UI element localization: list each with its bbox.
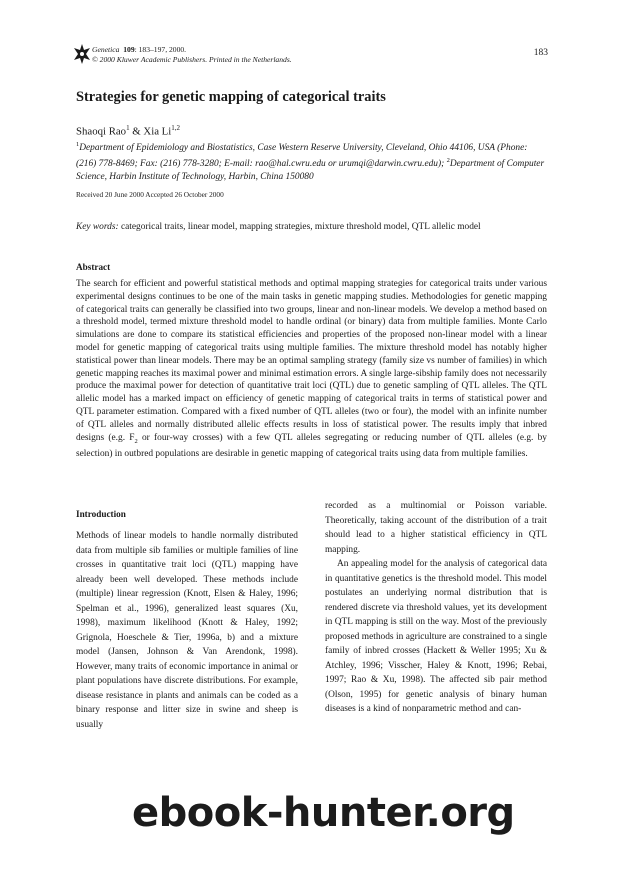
abstract-text: The search for efficient and powerful statistical methods and optimal mapping strategies for categorical traits under various experimental designs continues to be one of the main tasks in genetic mapping studies. Methodologies for genetic mapping of categorical traits can generally be classified into two groups, linear and non-linear models. We develop a method based on a threshold model, termed mixture threshold model to handle ordinal (or binary) data from multiple families. Monte Carlo simulations are done to compare its statistical efficiencies and properties of the proposed non-linear model with a linear model for genetic mapping of categorical traits using multiple families. The mixture threshold model has notably higher statistical power than linear models. There may be an optimal sampling strategy (family size vs number of families) in which genetic mapping reaches its maximal power and minimal estimation errors. A single large-sibship family does not necessarily produce the maximal power for detection of quantitative trait loci (QTL) due to genetic sampling of QTL alleles. The QTL allelic model has a marked impact on efficiency of genetic mapping of categorical traits in terms of statistical power and QTL parameter estimation. Compared with a fixed number of QTL alleles (two or four), the model with an infinite number of QTL alleles and normally distributed allelic effects results in loss of statistical power. The results imply that inbred designs (e.g. F <box>76 279 547 443</box>
abstract-text-cont: or four-way crosses) with a few QTL alleles segregating or reducing number of QTL alleles (e.g. by selection) in outbred populations are desirable in genetic mapping of categorical traits using data from multiple families. <box>76 432 547 460</box>
received-dates: Received 20 June 2000 Accepted 26 October 2000 <box>76 190 224 199</box>
keywords <box>76 222 481 232</box>
intro-paragraph-1: Methods of linear models to handle normally distributed data from multiple sib families or multiple families of line crosses in quantitative trait loci (QTL) mapping have already been well developed. These methods include (multiple) linear regression (Knott, Elsen & Haley, 1996; Spelman et al., 1996), generalized least squares (Xu, 1998), maximum likelihood (Knott & Haley, 1992; Grignola, Hoeschele & Tier, 1996a, b) and a mixture model (Jansen, Johnson & Van Arendonk, 1998). However, many traits of economic importance in animal or plant populations have discrete distributions. For example, disease resistance in plants and animals can be coded as a binary response and litter size in swine and sheep is usually <box>76 531 298 730</box>
affil-1-mark: 1 <box>76 141 80 148</box>
journal-pages: : 183–197, 2000. <box>134 45 187 54</box>
intro-paragraph-1-cont: recorded as a multinomial or Poisson variable. Theoretically, taking account of the distribution of a trait should lead to a higher statistical efficiency in QTL mapping. <box>325 501 547 555</box>
author-list <box>76 124 180 138</box>
intro-right-column <box>325 499 547 717</box>
affil-1-text: Department of Epidemiology and Biostatistics, Case Western Reserve University, Cleveland, Ohio 44106, USA (Phone: (216) 778-8469; Fax: (216) 778-3280; E-mail: rao@hal.cwru.edu or urumqi@darwin.cwru.edu); <box>76 143 528 170</box>
article-title: Strategies for genetic mapping of categorical traits <box>76 89 386 105</box>
affiliations <box>76 139 546 184</box>
keywords-text: categorical traits, linear model, mapping strategies, mixture threshold model, QTL allelic model <box>120 222 481 232</box>
affil-2-text: Department of Computer Science, Harbin Institute of Technology, Harbin, China 150080 <box>76 159 545 182</box>
abstract-subscript: 2 <box>134 437 138 445</box>
keywords-label: Key words: <box>76 222 119 232</box>
journal-copyright: © 2000 Kluwer Academic Publishers. Printed in the Netherlands. <box>92 54 292 64</box>
author-separator: & <box>129 125 144 138</box>
journal-volume: 109 <box>123 45 135 54</box>
journal-citation <box>92 45 292 64</box>
publisher-logo-icon <box>74 44 90 64</box>
watermark-text: ebook-hunter.org <box>132 790 515 836</box>
abstract-heading: Abstract <box>76 262 111 272</box>
intro-paragraph-2: An appealing model for the analysis of categorical data in quantitative genetics is the threshold model. This model postulates an underlying normal distribution that is rendered discrete via threshold values, yet its development in QTL mapping is still on the way. Most of the previously proposed methods in agriculture are constrained to a single family of inbred crosses (Hackett & Weller 1995; Xu & Atchley, 1996; Visscher, Haley & Knott, 1996; Rebai, 1997; Rao & Xu, 1998). The affected sib pair method (Olson, 1995) for genetic analysis of binary human diseases is a kind of nonparametric method and can- <box>325 559 547 714</box>
author-2-name: Xia Li <box>143 125 172 138</box>
affil-2-mark: 2 <box>446 156 450 164</box>
abstract-body <box>76 278 547 461</box>
author-1-name: Shaoqi Rao <box>76 125 127 138</box>
introduction-heading: Introduction <box>76 509 126 519</box>
journal-name: Genetica <box>92 45 120 54</box>
author-2-affil-mark: 1,2 <box>171 124 181 132</box>
page-number: 183 <box>533 48 548 58</box>
intro-left-column <box>76 529 298 732</box>
author-1-affil-mark: 1 <box>126 124 130 132</box>
